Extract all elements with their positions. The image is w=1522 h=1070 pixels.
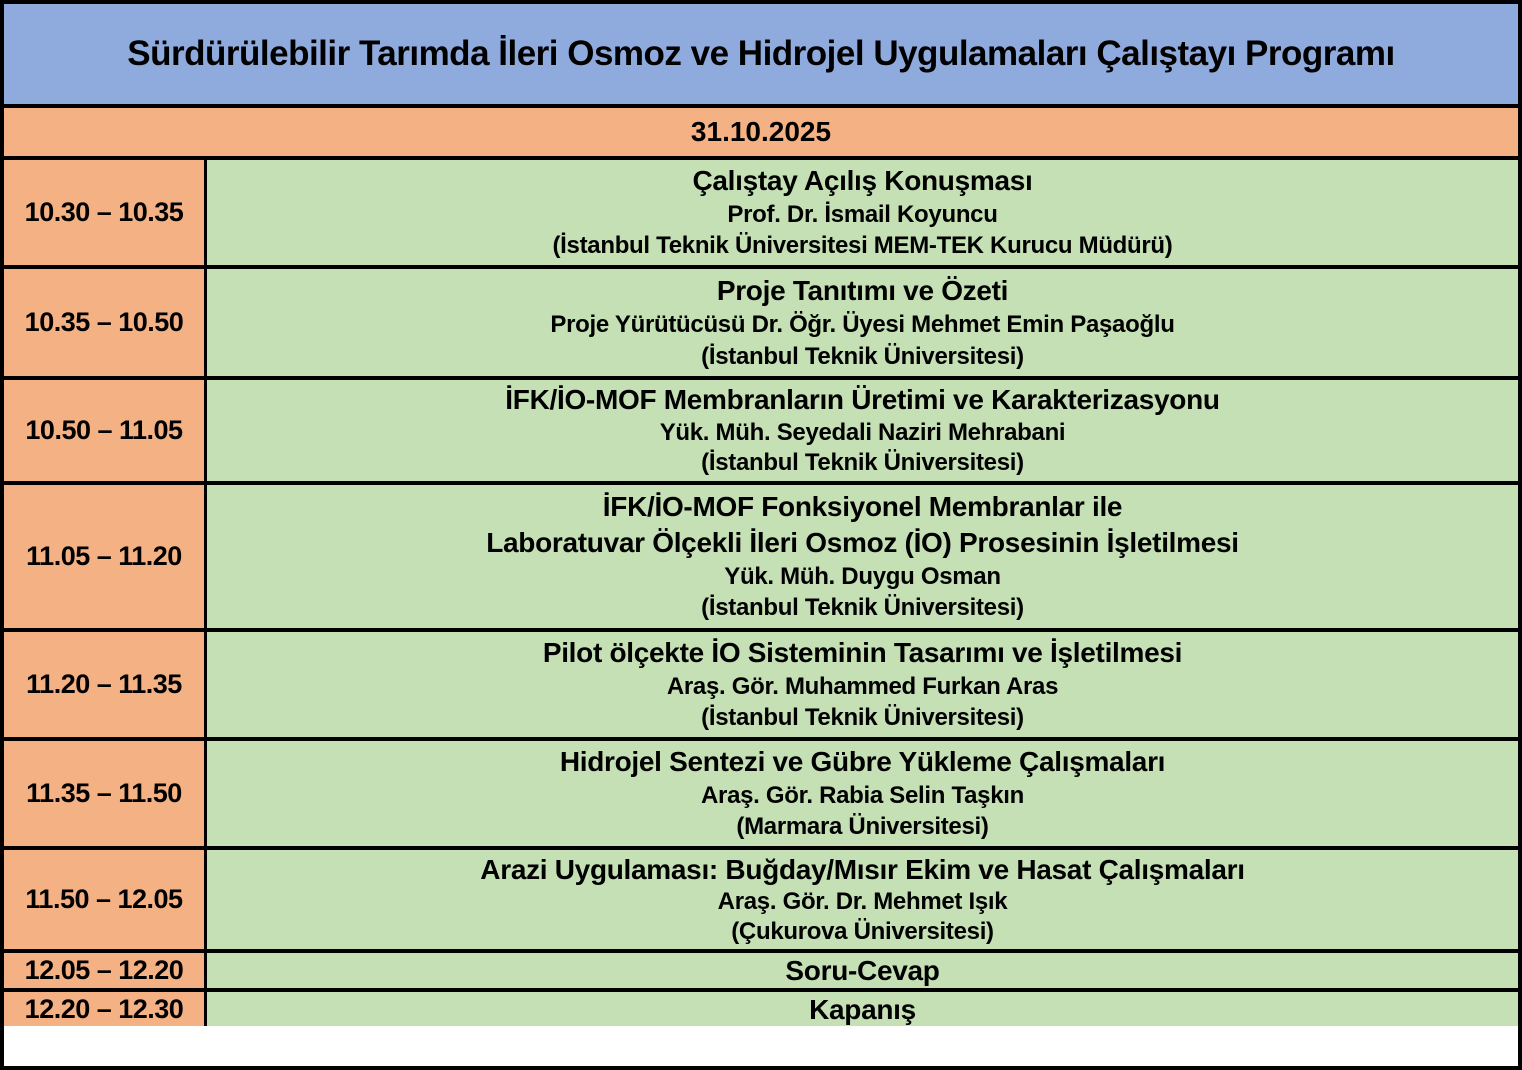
session-speaker: Araş. Gör. Muhammed Furkan Aras [666,673,1059,700]
session-content [207,485,1518,628]
session-time: 11.05 – 11.20 [4,485,207,628]
session-content [207,741,1518,846]
session-row [4,846,1518,949]
session-title-line-2: Laboratuvar Ölçekli İleri Osmoz (İO) Prosesinin İşletilmesi [486,526,1239,558]
session-speaker: Araş. Gör. Rabia Selin Taşkın [701,782,1024,809]
session-title: Soru-Cevap [785,955,940,986]
program-date: 31.10.2025 [690,116,832,147]
session-content [207,953,1518,988]
session-row [4,265,1518,376]
session-row [4,949,1518,988]
session-row [4,628,1518,737]
session-time: 11.50 – 12.05 [4,850,207,949]
session-content [207,380,1518,481]
session-row [4,156,1518,265]
session-affiliation: (İstanbul Teknik Üniversitesi) [701,342,1024,370]
session-affiliation: (Çukurova Üniversitesi) [731,917,994,945]
session-affiliation: (Marmara Üniversitesi) [736,813,989,840]
program-date-row [4,104,1518,156]
session-time: 12.20 – 12.30 [4,992,207,1026]
session-title: Arazi Uygulaması: Buğday/Mısır Ekim ve Hasat Çalışmaları [480,853,1245,885]
session-row [4,737,1518,846]
session-affiliation: (İstanbul Teknik Üniversitesi) [701,449,1024,476]
session-title: Hidrojel Sentezi ve Gübre Yükleme Çalışmaları [559,746,1166,778]
session-title-line-1: İFK/İO-MOF Fonksiyonel Membranlar ile [602,490,1123,522]
session-time: 11.35 – 11.50 [4,741,207,846]
session-time: 10.50 – 11.05 [4,380,207,481]
session-speaker: Proje Yürütücüsü Dr. Öğr. Üyesi Mehmet Emin Paşaoğlu [550,311,1175,338]
session-affiliation: (İstanbul Teknik Üniversitesi) [701,704,1024,731]
session-content [207,269,1518,376]
page-title: Sürdürülebilir Tarımda İleri Osmoz ve Hidrojel Uygulamaları Çalıştayı Programı [127,34,1395,73]
session-row [4,376,1518,481]
session-speaker: Yük. Müh. Seyedali Naziri Mehrabani [659,419,1066,446]
session-content [207,850,1518,949]
session-speaker: Prof. Dr. İsmail Koyuncu [727,201,998,228]
session-time: 12.05 – 12.20 [4,953,207,988]
program-title-bar [4,4,1518,104]
session-title: İFK/İO-MOF Membranların Üretimi ve Karakterizasyonu [505,384,1220,416]
session-title: Pilot ölçekte İO Sisteminin Tasarımı ve İşletilmesi [542,637,1183,669]
session-title: Çalıştay Açılış Konuşması [692,165,1033,197]
session-time: 11.20 – 11.35 [4,632,207,737]
session-content [207,992,1518,1026]
session-affiliation: (İstanbul Teknik Üniversitesi MEM-TEK Kurucu Müdürü) [552,232,1173,259]
session-content [207,160,1518,265]
session-speaker: Araş. Gör. Dr. Mehmet Işık [717,888,1008,915]
session-row [4,988,1518,1026]
session-time: 10.30 – 10.35 [4,160,207,265]
session-content [207,632,1518,737]
session-title: Proje Tanıtımı ve Özeti [716,274,1009,306]
session-title: Kapanış [809,994,916,1025]
session-time: 10.35 – 10.50 [4,269,207,376]
session-affiliation: (İstanbul Teknik Üniversitesi) [701,594,1024,622]
session-row [4,481,1518,628]
session-speaker: Yük. Müh. Duygu Osman [724,563,1001,590]
